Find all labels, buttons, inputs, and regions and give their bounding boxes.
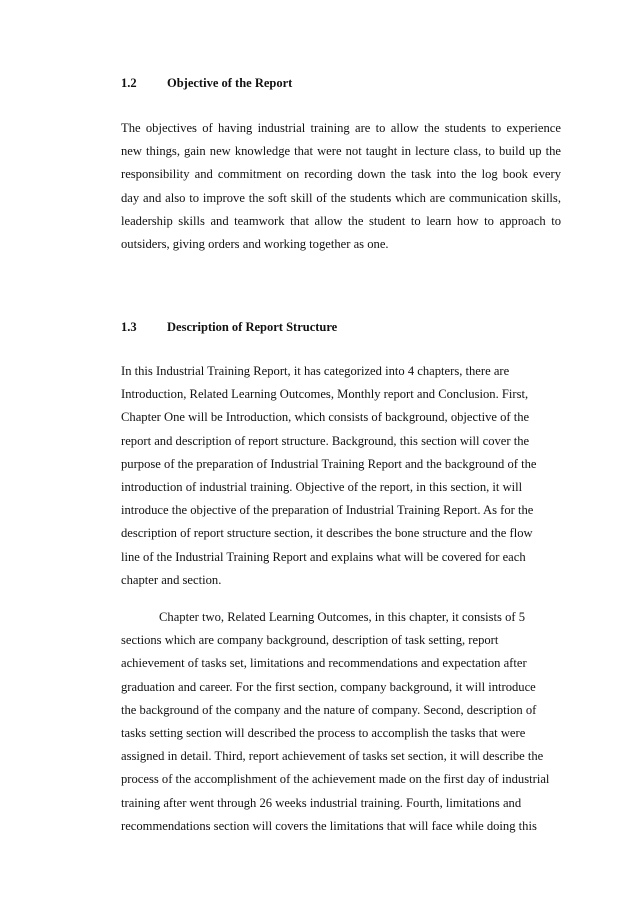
paragraph-line: process of the accomplishment of the achievement made on the first day of industrial	[121, 772, 550, 787]
paragraph-line: outsiders, giving orders and working together as one.	[121, 237, 389, 252]
paragraph-line: description of report structure section, it describes the bone structure and the flow	[121, 526, 533, 541]
paragraph-line: introduce the objective of the preparation of Industrial Training Report. As for the	[121, 503, 534, 518]
paragraph-line: report and description of report structure. Background, this section will cover the	[121, 433, 530, 448]
objective-paragraph	[121, 117, 561, 256]
paragraph-line: training after went through 26 weeks industrial training. Fourth, limitations and	[121, 795, 522, 810]
paragraph-line: tasks setting section will described the process to accomplish the tasks that were	[121, 726, 526, 741]
section-title: Objective of the Report	[167, 76, 293, 90]
paragraph-line: sections which are company background, description of task setting, report	[121, 633, 499, 648]
paragraph-line: The objectives of having industrial training are to allow the students to experience	[121, 121, 561, 135]
section-heading-1-2	[121, 76, 292, 91]
paragraph-line: the background of the company and the nature of company. Second, description of	[121, 702, 537, 717]
paragraph-line: chapter and section.	[121, 572, 222, 587]
paragraph-line: line of the Industrial Training Report and explains what will be covered for each	[121, 549, 526, 564]
paragraph-line: responsibility and commitment on recording down the task into the log book every	[121, 167, 561, 182]
structure-paragraph-2	[121, 606, 561, 838]
section-number: 1.3	[121, 320, 137, 334]
paragraph-line: achievement of tasks set, limitations and recommendations and expectation after	[121, 656, 527, 671]
section-number: 1.2	[121, 76, 137, 90]
paragraph-line: introduction of industrial training. Objective of the report, in this section, it will	[121, 480, 523, 495]
paragraph-line: In this Industrial Training Report, it has categorized into 4 chapters, there are	[121, 364, 510, 378]
paragraph-line: purpose of the preparation of Industrial Training Report and the background of the	[121, 456, 537, 471]
paragraph-line: Introduction, Related Learning Outcomes, Monthly report and Conclusion. First,	[121, 387, 529, 402]
paragraph-line: day and also to improve the soft skill of the students which are communication skills,	[121, 190, 561, 205]
paragraph-line: recommendations section will covers the limitations that will face while doing this	[121, 818, 537, 833]
paragraph-line: leadership skills and teamwork that allow the student to learn how to approach to	[121, 213, 561, 228]
paragraph-line: new things, gain new knowledge that were not taught in lecture class, to build up the	[121, 144, 561, 159]
structure-paragraph-1	[121, 360, 561, 592]
section-title: Description of Report Structure	[167, 320, 338, 334]
section-heading-1-3	[121, 320, 337, 335]
paragraph-line: graduation and career. For the first section, company background, it will introduce	[121, 679, 536, 694]
paragraph-line: Chapter two, Related Learning Outcomes, in this chapter, it consists of 5	[159, 610, 526, 624]
paragraph-line: Chapter One will be Introduction, which consists of background, objective of the	[121, 410, 530, 425]
paragraph-line: assigned in detail. Third, report achievement of tasks set section, it will describe the	[121, 749, 544, 764]
